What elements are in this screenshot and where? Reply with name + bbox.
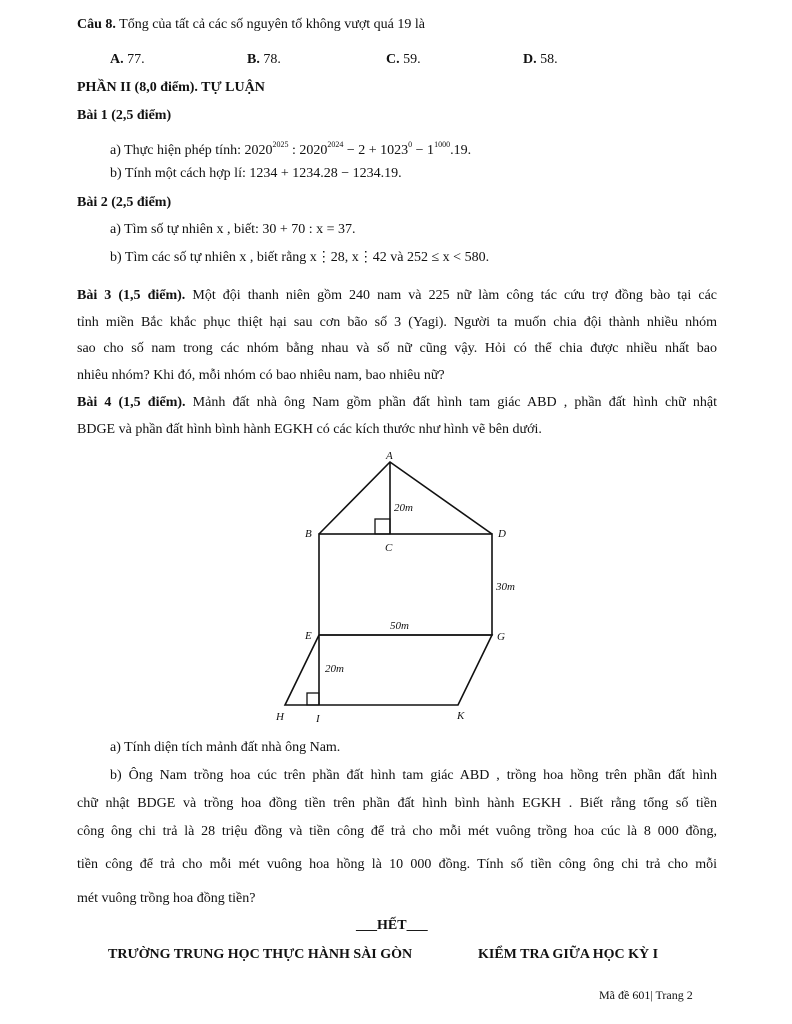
exam-title: KIỂM TRA GIỮA HỌC KỲ I (478, 947, 659, 962)
bai-4-line-2: BDGE và phần đất hình bình hành EGKH có các kích thước như hình vẽ bên dưới. (77, 422, 542, 437)
part-2-title: PHẦN II (8,0 điểm). TỰ LUẬN (77, 80, 265, 95)
option-b: B. 78. (247, 52, 281, 67)
point-h: H (276, 711, 284, 723)
bai-4-b-line-2: chữ nhật BDGE và trồng hoa đồng tiền trên phần đất hình bình hành EGKH . Biết rằng tổng số tiền (77, 796, 717, 811)
bai-1-title: Bài 1 (2,5 điểm) (77, 108, 172, 123)
point-a: A (386, 450, 393, 462)
dim-rect-width: 50m (390, 620, 409, 632)
bai-4-b-line-3: công ông chi trả là 28 triệu đồng và tiền công để trả cho mỗi mét vuông trồng hoa cúc là 8 000 đồng, (77, 824, 717, 839)
right-angle-c (375, 519, 390, 534)
point-b: B (305, 528, 312, 540)
question-text: Tổng của tất cả các số nguyên tố không vượt quá 19 là (119, 17, 425, 32)
bai-1-b: b) Tính một cách hợp lí: 1234 + 1234.28 − 1234.19. (110, 166, 402, 181)
bai-2-a: a) Tìm số tự nhiên x , biết: 30 + 70 : x = 37. (110, 222, 356, 237)
question-label: Câu 8. (77, 17, 116, 32)
point-i: I (316, 713, 320, 725)
option-c: C. 59. (386, 52, 421, 67)
bai-4-b-line-5: mét vuông trồng hoa đồng tiền? (77, 891, 256, 906)
bai-4-b-line-4: tiền công để trả cho mỗi mét vuông hoa hồng là 10 000 đồng. Tính số tiền công ông chi trả cho mỗi (77, 857, 717, 872)
page-number: Mã đề 601| Trang 2 (599, 988, 693, 1002)
bai-4-b-line-1: b) Ông Nam trồng hoa cúc trên phần đất hình tam giác ABD , trồng hoa hồng trên phần đất hình (110, 768, 717, 783)
dim-triangle-height: 20m (394, 502, 413, 514)
bai-3-line-4: nhiêu nhóm? Khi đó, mỗi nhóm có bao nhiêu nam, bao nhiêu nữ? (77, 368, 445, 383)
school-name: TRƯỜNG TRUNG HỌC THỰC HÀNH SÀI GÒN (108, 947, 413, 962)
point-g: G (497, 631, 505, 643)
bai-4-line-1: Bài 4 (1,5 điểm). Mảnh đất nhà ông Nam gồm phần đất hình tam giác ABD , phần đất hình chữ nhật (77, 395, 718, 410)
parallelogram-egkh (285, 635, 492, 705)
option-a: A. 77. (110, 52, 145, 67)
bai-4-a: a) Tính diện tích mảnh đất nhà ông Nam. (110, 740, 341, 755)
triangle-abd (319, 462, 492, 534)
dim-para-height: 20m (325, 663, 344, 675)
bai-2-title: Bài 2 (2,5 điểm) (77, 195, 172, 210)
bai-1-a: a) Thực hiện phép tính: $2020^{2025}$ : $2020^{2024} - 2 + 1023^0 - 1^{1000}.19$. (110, 140, 472, 158)
dim-rect-height: 30m (496, 581, 515, 593)
end-marker: ___HẾT___ (356, 918, 428, 933)
point-c: C (385, 542, 393, 554)
bai-3-line-3: sao cho số nam trong các nhóm bằng nhau và số nữ cũng vậy. Hỏi có thể chia được nhiều nhất bao (77, 341, 717, 356)
bai-3-line-2: tỉnh miền Bắc khắc phục thiệt hại sau cơn bão số 3 (Yagi). Người ta muốn chia đội thành nhiều nhóm (77, 315, 717, 330)
bai-2-b: b) Tìm các số tự nhiên x , biết rằng x⋮28, x⋮42 và 252 ≤ x < 580. (110, 250, 490, 265)
point-e: E (305, 630, 312, 642)
right-angle-i (307, 693, 319, 705)
bai-3-line-1: Bài 3 (1,5 điểm). Một đội thanh niên gồm 240 nam và 225 nữ làm công tác cứu trợ đồng bào tại các (77, 288, 717, 303)
option-d: D. 58. (523, 52, 558, 67)
point-d: D (498, 528, 506, 540)
point-k: K (457, 710, 465, 722)
